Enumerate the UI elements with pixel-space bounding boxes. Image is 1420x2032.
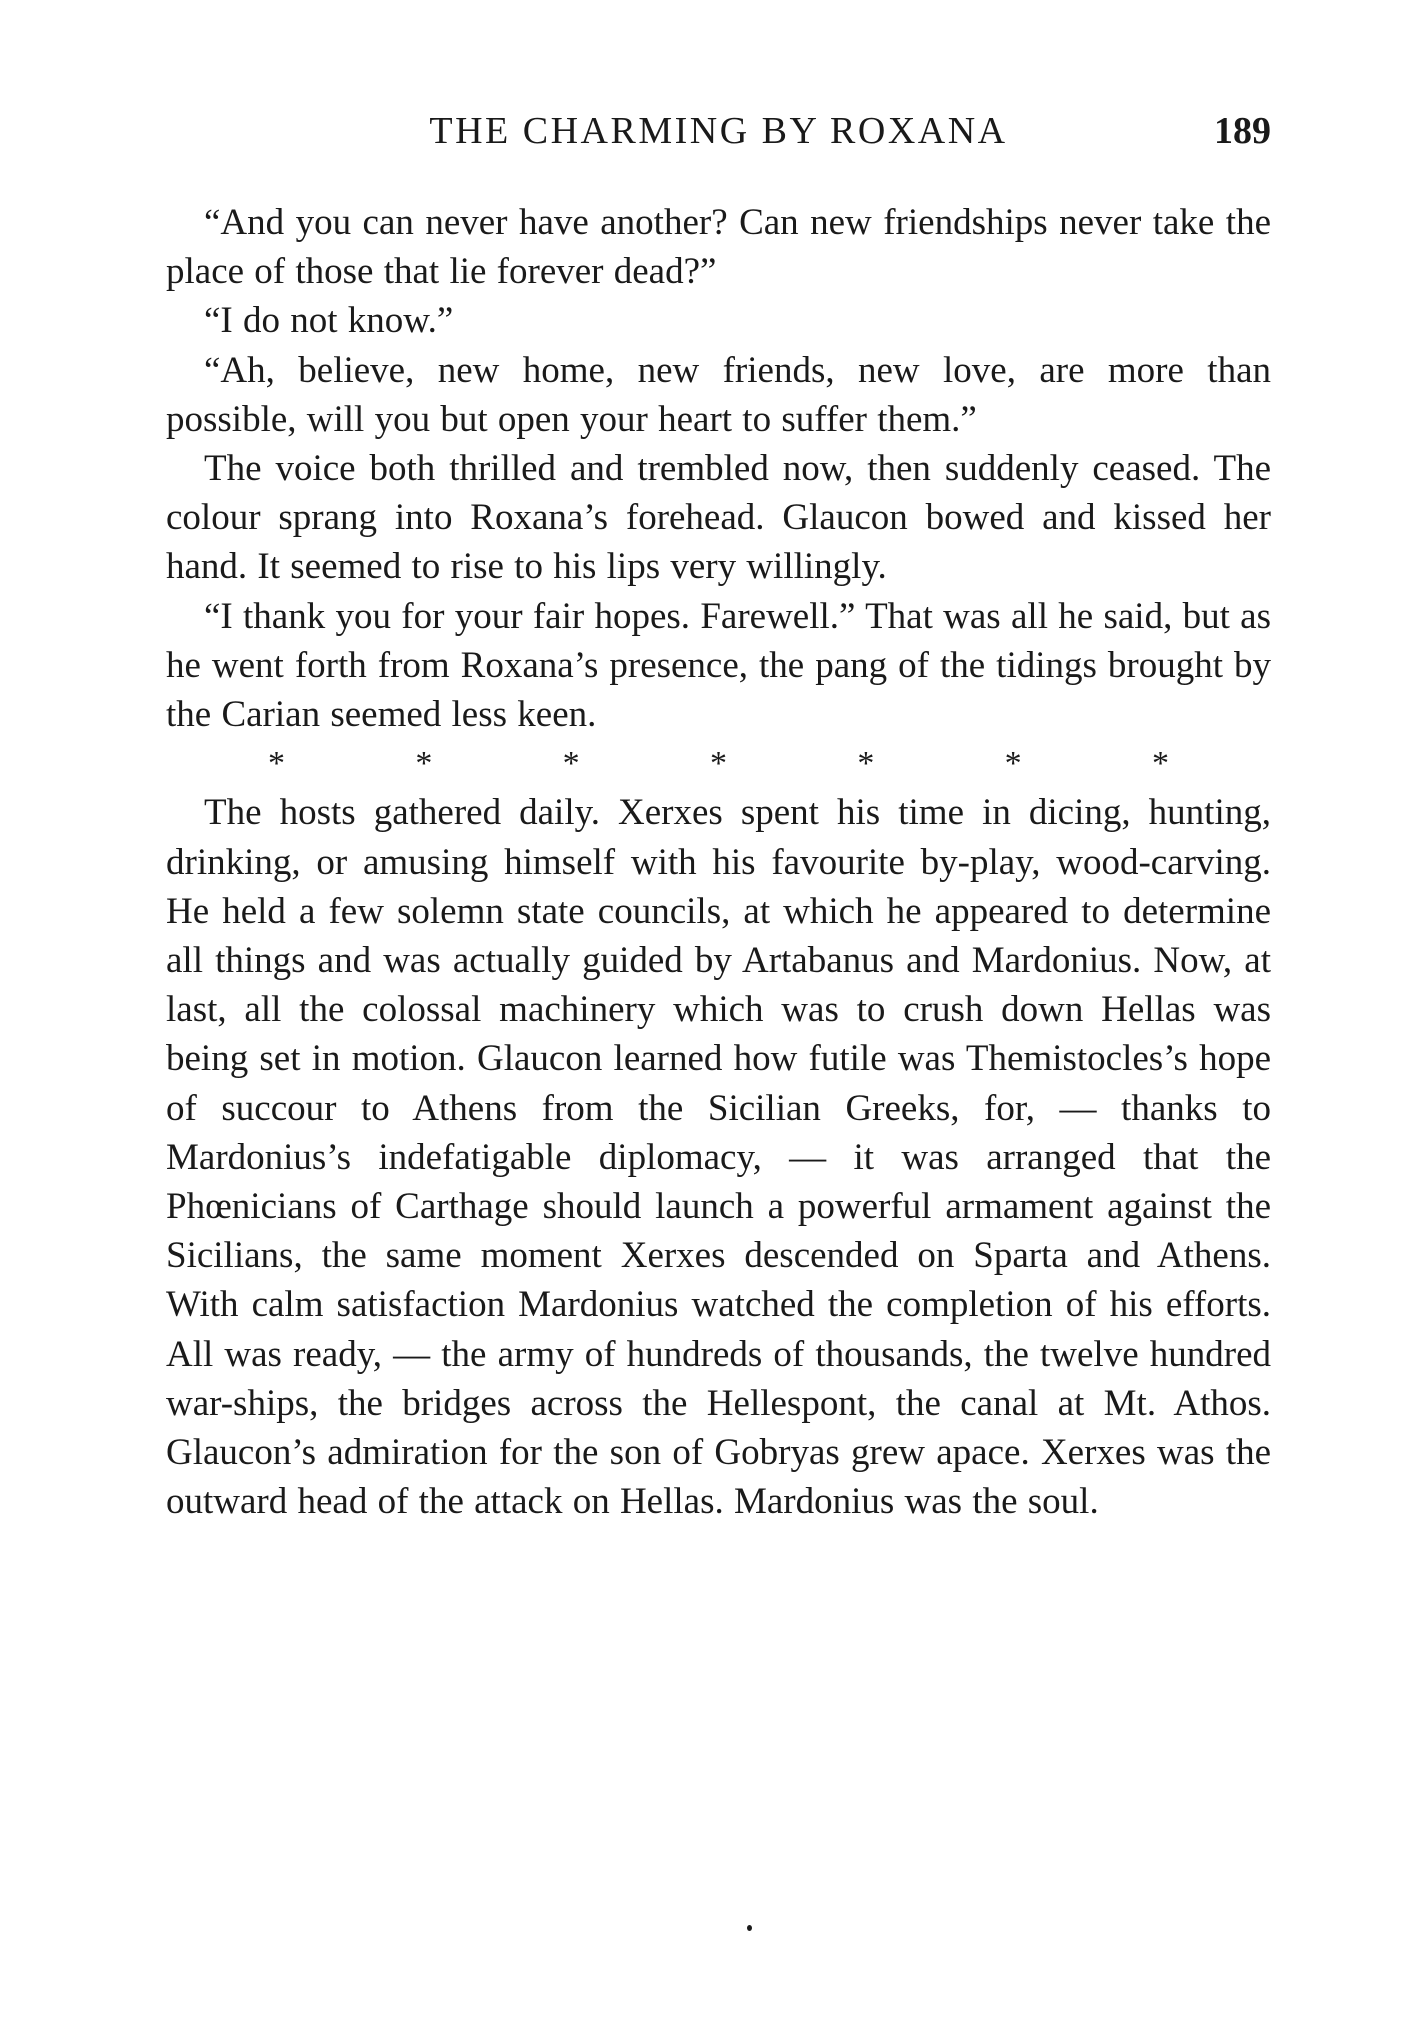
- paragraph: “And you can never have another? Can new friendships never take the place of those that lie forever dead?”: [166, 202, 1271, 293]
- asterisk: *: [415, 745, 433, 783]
- asterisk: *: [857, 745, 875, 783]
- running-title: THE CHARMING BY ROXANA: [429, 110, 1008, 152]
- running-head: [166, 106, 1271, 156]
- paragraph: “I do not know.”: [204, 300, 454, 342]
- asterisk: *: [268, 745, 285, 783]
- paragraph: The voice both thrilled and trembled now, then suddenly ceased. The colour sprang into Roxana’s forehead. Glaucon bowed and kissed her hand. It seemed to rise to his lips very willingly.: [166, 448, 1271, 588]
- page-number: 189: [1214, 110, 1271, 152]
- asterisk: *: [1151, 745, 1169, 783]
- paragraph: The hosts gathered daily. Xerxes spent his time in dicing, hunting, drinking, or amusing himself with his favourite by-play, wood-carving. He held a few solemn state councils, at which he appeared to determine all things and was actually guided by Artabanus and Mardonius. Now, at last, all the colossal machinery which was to crush down Hellas was being set in motion. Glaucon learned how futile was Themistocles’s hope of succour to Athens from the Sicilian Greeks, for, — thanks to Mardonius’s indefatigable diplomacy, — it was arranged that the Phœnicians of Carthage should launch a powerful armament against the Sicilians, the same moment Xerxes descended on Sparta and Athens. With calm satisfaction Mardonius watched the completion of his efforts. All was ready, — the army of hundreds of thousands, the twelve hundred war-ships, the bridges across the Hellespont, the canal at Mt. Athos. Glaucon’s admiration for the son of Gobryas grew apace. Xerxes was the outward head of the attack on Hellas. Mardonius was the soul.: [166, 792, 1271, 1523]
- asterisk: *: [1004, 745, 1022, 783]
- paragraph: “Ah, believe, new home, new friends, new love, are more than possible, will you but open your heart to suffer them.”: [166, 349, 1271, 440]
- section-break: [166, 739, 1271, 788]
- asterisk: *: [562, 745, 580, 783]
- asterisk: *: [709, 745, 727, 783]
- paragraph: “I thank you for your fair hopes. Farewell.” That was all he said, but as he went forth from Roxana’s presence, the pang of the tidings brought by the Carian seemed less keen.: [166, 595, 1271, 736]
- body-text: [166, 198, 1271, 1526]
- printer-mark: [747, 1925, 752, 1931]
